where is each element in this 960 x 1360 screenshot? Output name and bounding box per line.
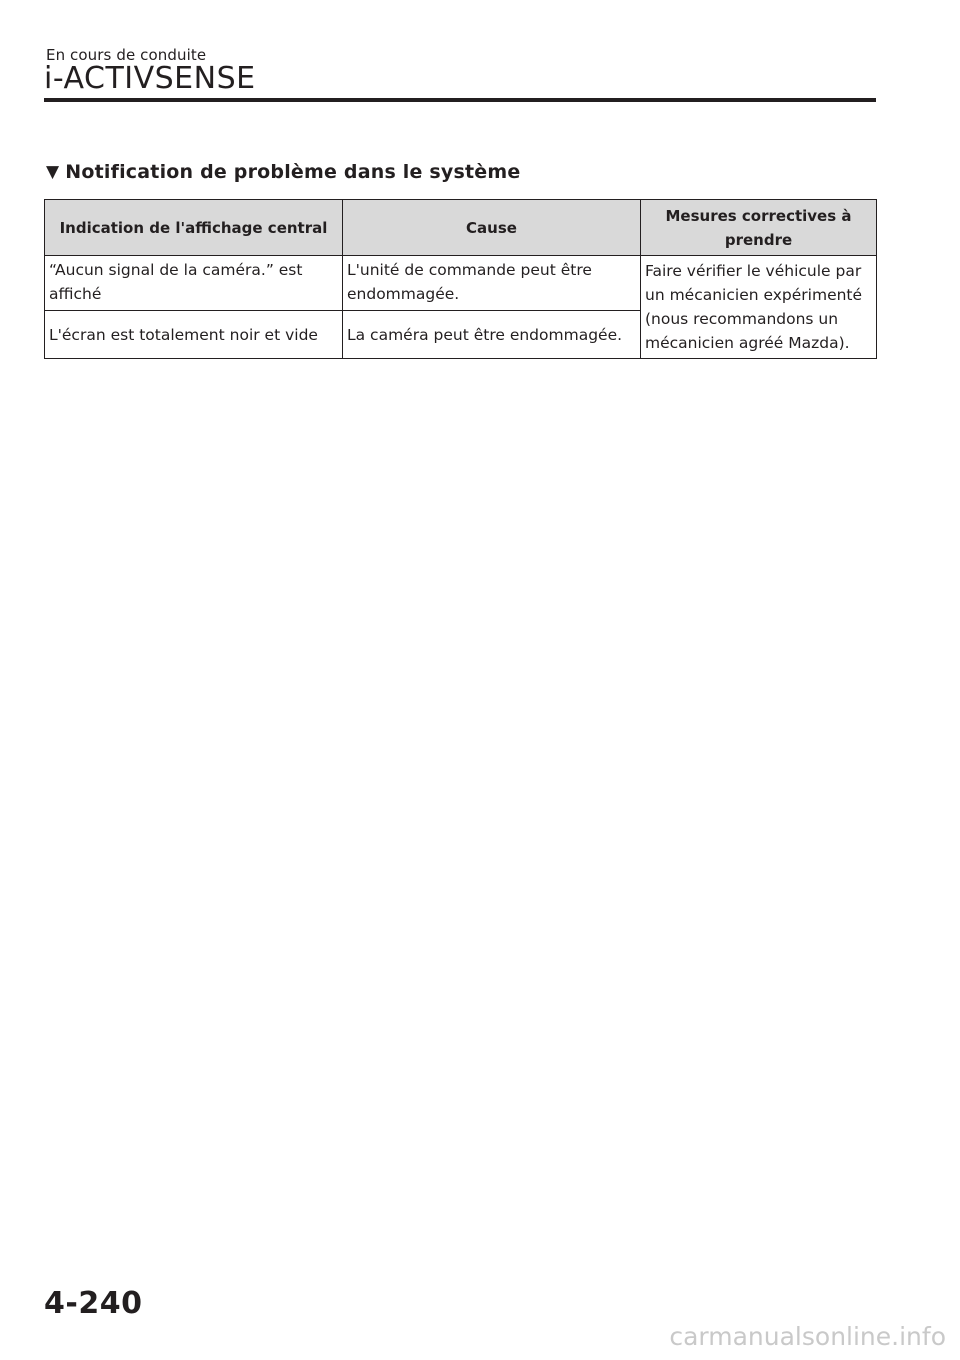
section-heading-text: Notification de problème dans le système <box>65 161 521 183</box>
chapter-title: i-ACTIVSENSE <box>44 61 256 96</box>
column-header-indication: Indication de l'affichage central <box>45 200 343 256</box>
cell-corrective-action: Faire vérifier le véhicule par un mécanicien expérimenté (nous recommandons un mécanicien agréé Mazda). <box>641 256 877 359</box>
column-header-cause: Cause <box>343 200 641 256</box>
table-row <box>45 256 877 311</box>
table-header-row <box>45 200 877 256</box>
watermark-text: carmanualsonline.info <box>669 1322 946 1351</box>
triangle-down-icon: ▼ <box>46 162 60 182</box>
cell-indication: “Aucun signal de la caméra.” est affiché <box>45 256 343 311</box>
cell-cause: L'unité de commande peut être endommagée. <box>343 256 641 311</box>
troubleshooting-table <box>44 199 877 359</box>
page-number: 4-240 <box>44 1286 143 1321</box>
column-header-fix: Mesures correctives à prendre <box>641 200 877 256</box>
breadcrumb: En cours de conduite <box>46 46 207 64</box>
cell-indication: L'écran est totalement noir et vide <box>45 311 343 359</box>
header-divider <box>44 98 876 102</box>
cell-cause: La caméra peut être endommagée. <box>343 311 641 359</box>
section-heading <box>46 159 520 186</box>
